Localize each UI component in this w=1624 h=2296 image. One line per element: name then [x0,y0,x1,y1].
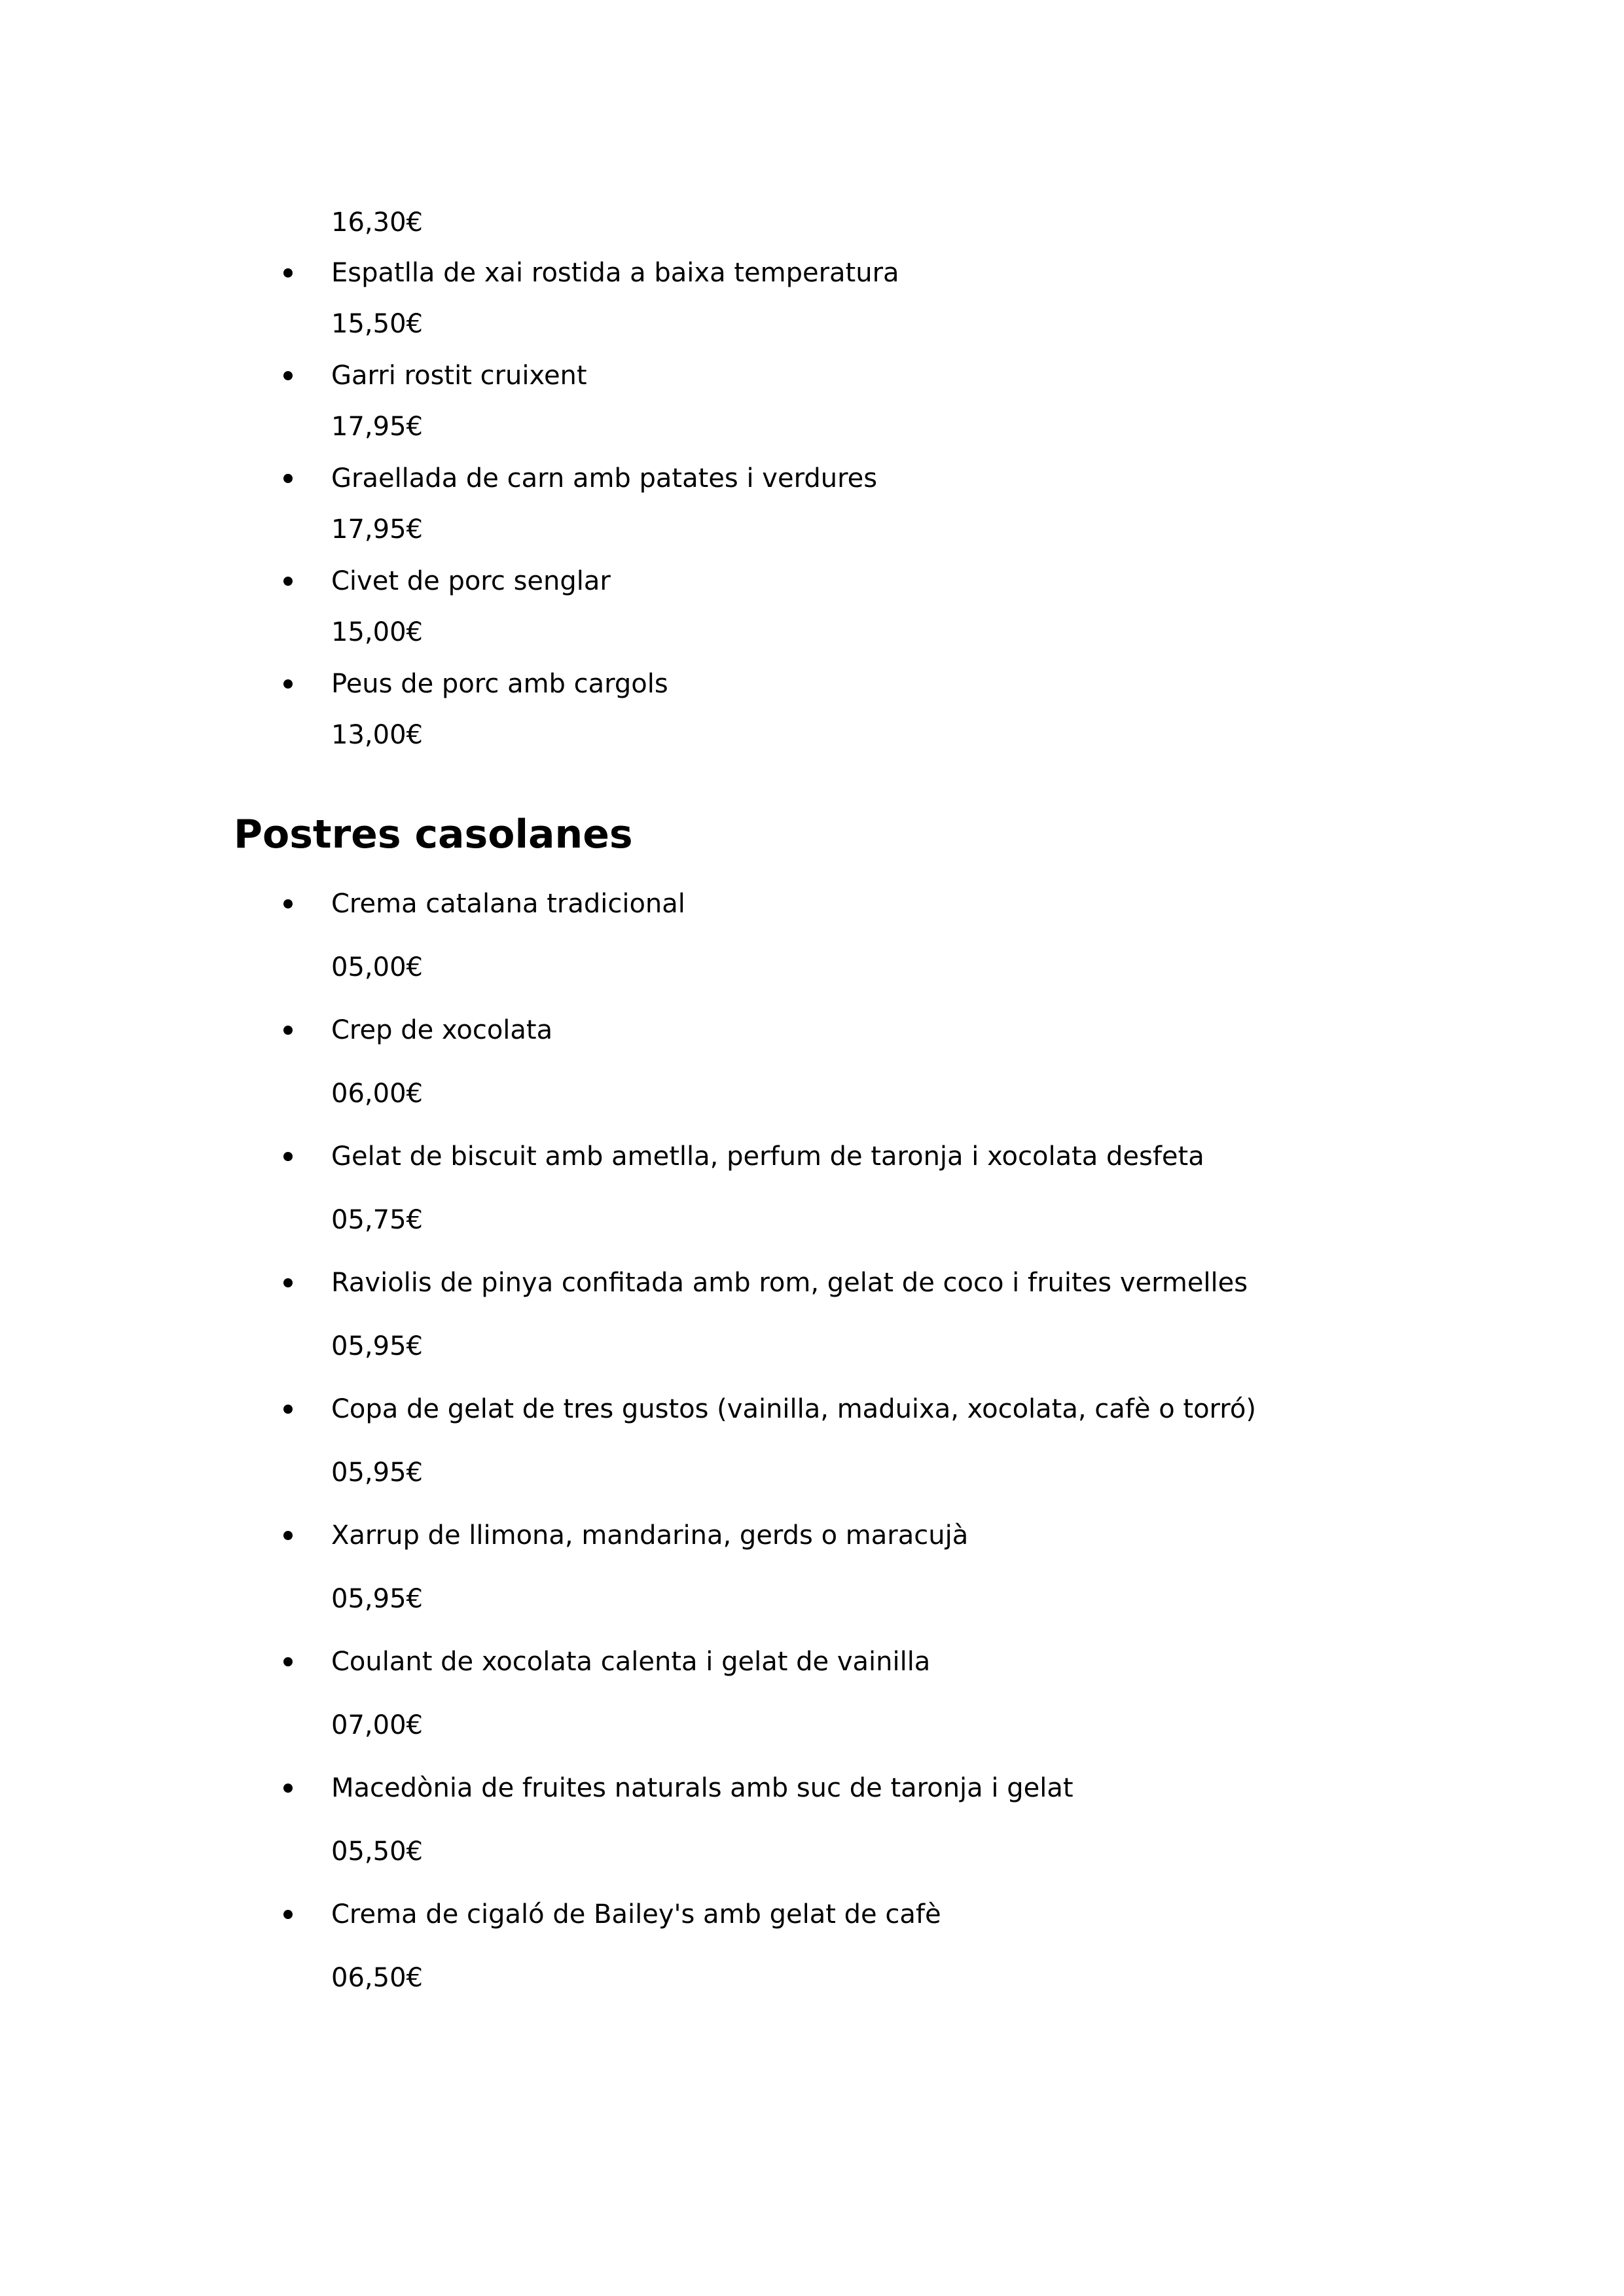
bullet-icon [283,899,293,908]
dish-name: Espatlla de xai rostida a baixa temperatura [331,258,899,288]
dessert-name: Coulant de xocolata calenta i gelat de vainilla [331,1647,931,1677]
dessert-name: Copa de gelat de tres gustos (vainilla, maduixa, xocolata, cafè o torró) [331,1394,1256,1424]
bullet-icon [283,1657,293,1666]
bullet-icon [283,474,293,483]
continued-price: 16,30€ [331,207,423,238]
dish-name: Graellada de carn amb patates i verdures [331,463,878,493]
dessert-name: Gelat de biscuit amb ametlla, perfum de taronja i xocolata desfeta [331,1141,1204,1172]
dessert-price: 05,95€ [331,1331,423,1361]
dish-price: 15,00€ [331,617,423,647]
dessert-price: 05,95€ [331,1584,423,1614]
dessert-price: 07,00€ [331,1710,423,1740]
dessert-price: 05,50€ [331,1837,423,1867]
dish-price: 15,50€ [331,309,423,339]
dish-name: Civet de porc senglar [331,566,611,596]
bullet-icon [283,1026,293,1035]
dessert-name: Macedònia de fruites naturals amb suc de taronja i gelat [331,1773,1074,1803]
dessert-name: Raviolis de pinya confitada amb rom, gelat de coco i fruites vermelles [331,1268,1248,1298]
bullet-icon [283,1531,293,1540]
section-heading: Postres casolanes [234,812,633,857]
dessert-name: Crema de cigaló de Bailey's amb gelat de cafè [331,1899,941,1929]
dessert-price: 05,75€ [331,1205,423,1235]
bullet-icon [283,1278,293,1287]
dessert-price: 06,50€ [331,1963,423,1993]
dessert-price: 06,00€ [331,1079,423,1109]
bullet-icon [283,1152,293,1161]
dessert-name: Crep de xocolata [331,1015,553,1045]
dish-name: Peus de porc amb cargols [331,669,668,699]
bullet-icon [283,577,293,586]
dish-name: Garri rostit cruixent [331,361,587,391]
dish-price: 17,95€ [331,514,423,545]
dessert-price: 05,95€ [331,1458,423,1488]
bullet-icon [283,1405,293,1414]
bullet-icon [283,268,293,278]
bullet-icon [283,371,293,380]
dish-price: 17,95€ [331,412,423,442]
dish-price: 13,00€ [331,720,423,750]
dessert-name: Crema catalana tradicional [331,889,685,919]
dessert-price: 05,00€ [331,952,423,982]
bullet-icon [283,1910,293,1919]
bullet-icon [283,679,293,689]
dessert-name: Xarrup de llimona, mandarina, gerds o maracujà [331,1520,969,1551]
bullet-icon [283,1784,293,1793]
